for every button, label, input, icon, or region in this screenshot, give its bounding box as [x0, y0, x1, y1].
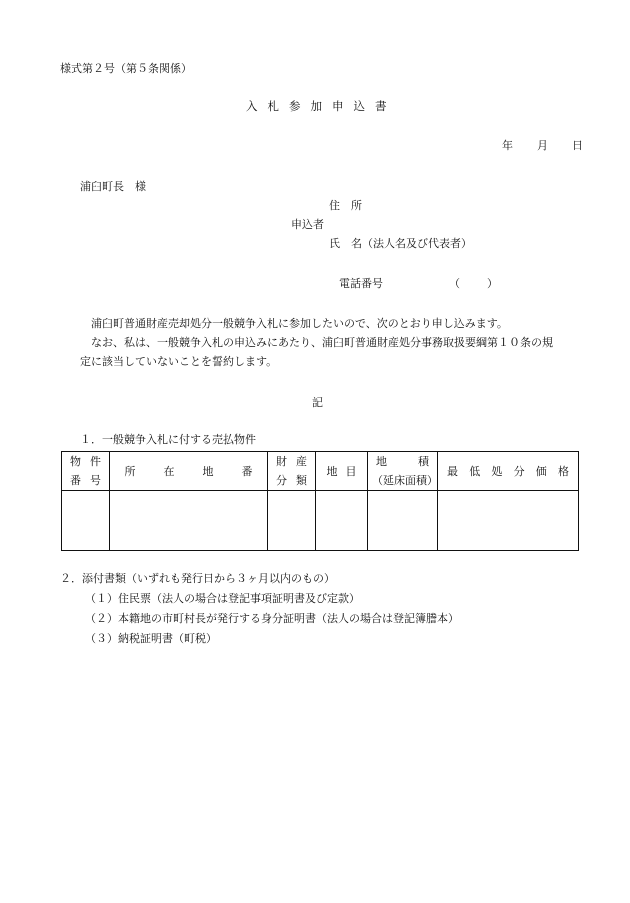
date-day-label: 日	[572, 139, 583, 152]
cell-item-number[interactable]	[62, 491, 110, 551]
date-year-label: 年	[502, 139, 513, 152]
cell-location[interactable]	[110, 491, 268, 551]
phone-label: 電話番号	[339, 277, 383, 290]
addressee: 浦臼町長 様	[80, 180, 146, 193]
phone-open-paren: （	[449, 277, 460, 290]
date-month-label: 月	[537, 139, 548, 152]
header-item-number	[62, 452, 110, 491]
header-category	[268, 452, 316, 491]
page-title: 入札参加申込書	[246, 99, 397, 113]
header-area-top: 地積	[376, 455, 429, 468]
form-number: 様式第２号（第５条関係）	[60, 62, 192, 75]
attachment-item-3: （３）納税証明書（町税）	[85, 632, 217, 645]
cell-min-price[interactable]	[438, 491, 579, 551]
table-header-row	[62, 452, 579, 491]
header-category-top: 財産	[276, 455, 307, 468]
attachment-item-2: （２）本籍地の市町村長が発行する身分証明書（法人の場合は登記簿謄本）	[85, 612, 459, 625]
header-area-bottom: （延床面積）	[372, 474, 438, 487]
body-line-1: 浦臼町普通財産売却処分一般競争入札に参加したいので、次のとおり申し込みます。	[91, 317, 508, 330]
section1-heading: １．一般競争入札に付する売払物件	[80, 433, 256, 446]
body-line-2: なお、私は、一般競争入札の申込みにあたり、浦臼町普通財産処分事務取扱要綱第１０条の規	[91, 336, 553, 349]
cell-area[interactable]	[368, 491, 438, 551]
section2-heading: ２．添付書類（いずれも発行日から３ヶ月以内のもの）	[60, 572, 335, 585]
header-min-price-label: 最低処分価格	[447, 465, 569, 478]
header-location-label: 所在地番	[124, 465, 253, 478]
phone-close-paren: ）	[487, 277, 498, 290]
header-location	[110, 452, 268, 491]
header-land-type-label: 地目	[326, 465, 357, 478]
header-category-bottom: 分類	[276, 474, 307, 487]
header-land-type	[316, 452, 368, 491]
address-label: 住 所	[329, 199, 362, 212]
applicant-label: 申込者	[291, 218, 324, 231]
body-line-3: 定に該当していないことを誓約します。	[80, 355, 278, 368]
header-area	[368, 452, 438, 491]
ki-heading: 記	[312, 396, 323, 409]
header-item-number-top: 物件	[70, 455, 101, 468]
name-label: 氏 名（法人名及び代表者）	[329, 237, 472, 250]
cell-category[interactable]	[268, 491, 316, 551]
property-table	[61, 451, 579, 551]
cell-land-type[interactable]	[316, 491, 368, 551]
table-row	[62, 491, 579, 551]
header-item-number-bottom: 番号	[70, 474, 101, 487]
attachment-item-1: （１）住民票（法人の場合は登記事項証明書及び定款）	[85, 592, 360, 605]
header-min-price	[438, 452, 579, 491]
